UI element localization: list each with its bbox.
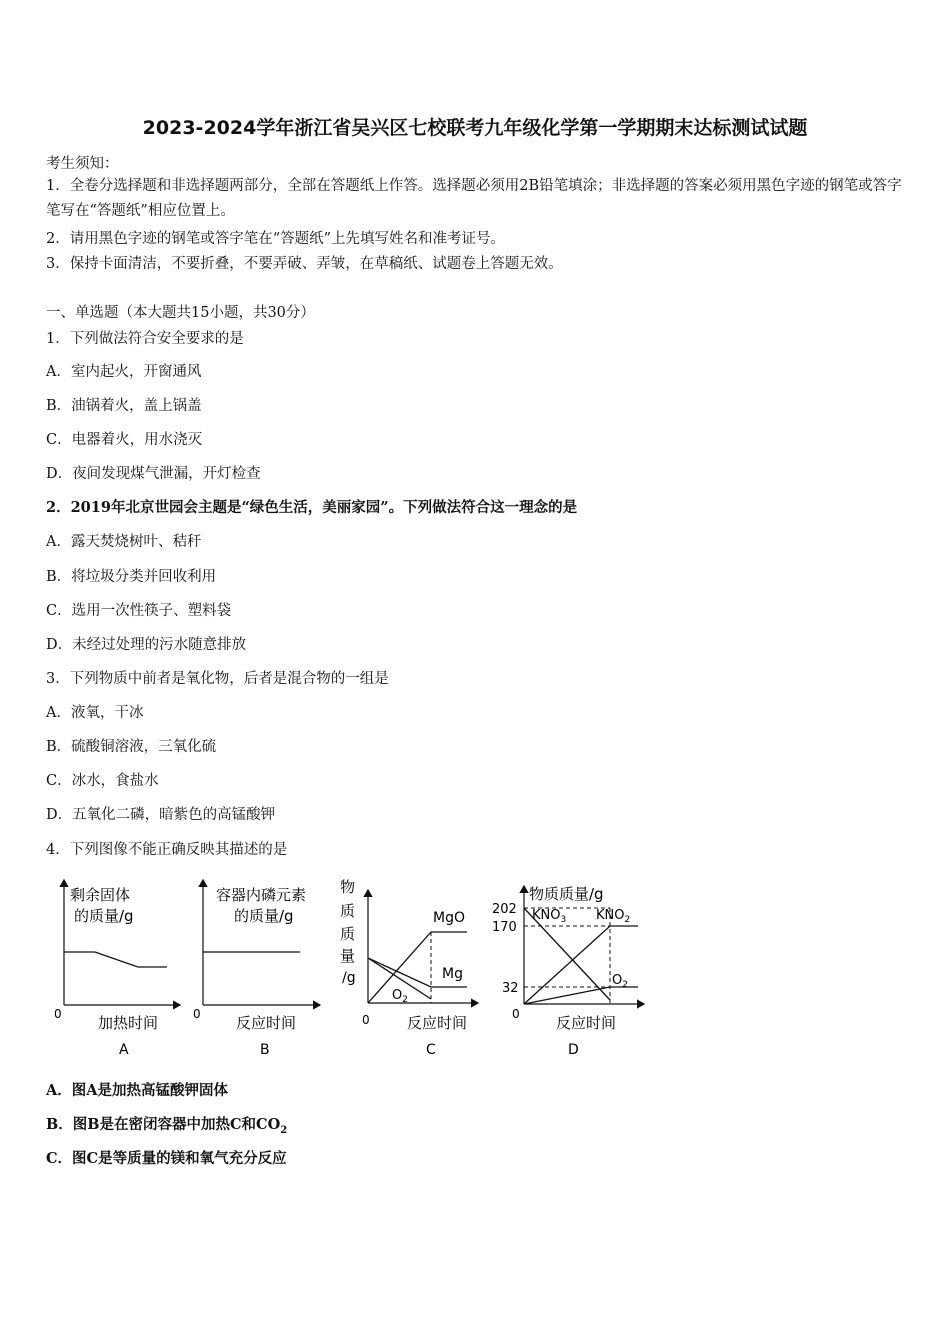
graph-d-tick-170: 170 xyxy=(492,920,517,935)
q4-figure xyxy=(40,868,670,1068)
graph-c-ylabel-5: /g xyxy=(342,970,356,986)
graph-b-caption: B xyxy=(260,1042,270,1058)
q4-graphs-svg xyxy=(40,868,670,1068)
q1-option-b: B．油锅着火，盖上锅盖 xyxy=(46,398,202,414)
graph-d-o2-label: $O_2$ xyxy=(612,973,628,990)
graph-d-ylabel: 物质质量/g xyxy=(529,885,604,903)
graph-a-caption: A xyxy=(119,1042,129,1058)
graph-d-origin: 0 xyxy=(512,1007,520,1021)
graph-d-caption: D xyxy=(568,1042,579,1058)
notice-item-1: 1．全卷分选择题和非选择题两部分，全部在答题纸上作答。选择题必须用2B铅笔填涂；非选择题的答案必须用黑色字迹的钢笔或答字笔写在“答题纸”相应位置上。 xyxy=(46,178,902,219)
q1-stem: 1．下列做法符合安全要求的是 xyxy=(46,331,244,347)
q1-option-a: A．室内起火，开窗通风 xyxy=(46,364,202,380)
graph-a-curve xyxy=(64,952,167,967)
q4-option-b-text: B．图B是在密闭容器中加热C和CO xyxy=(46,1116,281,1133)
graph-c-ylabel-1: 物 xyxy=(340,878,356,896)
graph-d-kno2-label: $KNO_2$ xyxy=(596,908,631,925)
q2-option-c: C．选用一次性筷子、塑料袋 xyxy=(46,603,232,619)
q1-option-c: C．电器着火，用水浇灭 xyxy=(46,432,203,448)
q3-option-a: A．液氧，干冰 xyxy=(46,705,144,721)
graph-a xyxy=(54,880,180,1058)
graph-c xyxy=(340,878,478,1058)
page-title: 2023-2024学年浙江省吴兴区七校联考九年级化学第一学期期末达标测试试题 xyxy=(142,117,808,139)
q3-option-b: B．硫酸铜溶液，三氧化硫 xyxy=(46,739,217,755)
notice-heading: 考生须知： xyxy=(46,156,119,172)
notice-item-2: 2．请用黑色字迹的钢笔或答字笔在“答题纸”上先填写姓名和准考证号。 xyxy=(46,231,506,247)
graph-d-kno3-label: $KNO_3$ xyxy=(532,908,567,925)
graph-c-o2-label: $O_2$ xyxy=(392,988,408,1005)
graph-c-ylabel-2: 质 xyxy=(340,902,356,920)
q3-option-d: D．五氧化二磷，暗紫色的高锰酸钾 xyxy=(46,807,276,823)
graph-c-caption: C xyxy=(426,1042,436,1058)
graph-c-origin: 0 xyxy=(362,1013,370,1027)
graph-c-ylabel-3: 质 xyxy=(340,925,356,943)
graph-a-xlabel: 加热时间 xyxy=(98,1014,159,1032)
graph-a-origin: 0 xyxy=(54,1007,62,1021)
graph-d xyxy=(492,885,644,1058)
graph-d-xlabel: 反应时间 xyxy=(556,1014,617,1032)
graph-c-ylabel-4: 量 xyxy=(340,947,356,965)
q4-option-c: C．图C是等质量的镁和氧气充分反应 xyxy=(46,1150,287,1167)
graph-d-o2-line xyxy=(524,987,638,1004)
graph-c-xlabel: 反应时间 xyxy=(407,1014,468,1032)
q4-stem: 4．下列图像不能正确反映其描述的是 xyxy=(46,842,288,858)
q4-option-a: A．图A是加热高锰酸钾固体 xyxy=(46,1082,228,1099)
graph-c-mg-label: Mg xyxy=(442,966,463,982)
graph-b-ylabel-1: 容器内磷元素 xyxy=(216,886,307,904)
q4-option-b-sub: 2 xyxy=(280,1124,288,1136)
q4-option-b xyxy=(46,1113,287,1136)
q2-option-d: D．未经过处理的污水随意排放 xyxy=(46,637,247,653)
graph-a-ylabel-1: 剩余固体 xyxy=(70,886,131,904)
graph-c-mgo-label: MgO xyxy=(433,910,465,926)
graph-d-tick-32: 32 xyxy=(502,981,519,996)
graph-d-tick-202: 202 xyxy=(492,902,517,917)
graph-b-xlabel: 反应时间 xyxy=(236,1014,297,1032)
graph-a-ylabel-2: 的质量/g xyxy=(74,907,134,925)
graph-b-origin: 0 xyxy=(193,1007,201,1021)
q3-option-c: C．冰水，食盐水 xyxy=(46,773,159,789)
q1-option-d: D．夜间发现煤气泄漏，开灯检查 xyxy=(46,466,261,482)
q2-stem: 2．2019年北京世园会主题是“绿色生活，美丽家园”。下列做法符合这一理念的是 xyxy=(46,499,578,516)
q2-option-a: A．露天焚烧树叶、秸秆 xyxy=(46,534,202,550)
q2-option-b: B．将垃圾分类并回收利用 xyxy=(46,569,217,585)
graph-b xyxy=(193,880,320,1058)
graph-b-ylabel-2: 的质量/g xyxy=(234,907,294,925)
q3-stem: 3．下列物质中前者是氧化物，后者是混合物的一组是 xyxy=(46,671,389,687)
notice-item-3: 3．保持卡面清洁，不要折叠，不要弄破、弄皱，在草稿纸、试题卷上答题无效。 xyxy=(46,256,563,272)
section-heading: 一、单选题（本大题共15小题，共30分） xyxy=(46,305,315,321)
